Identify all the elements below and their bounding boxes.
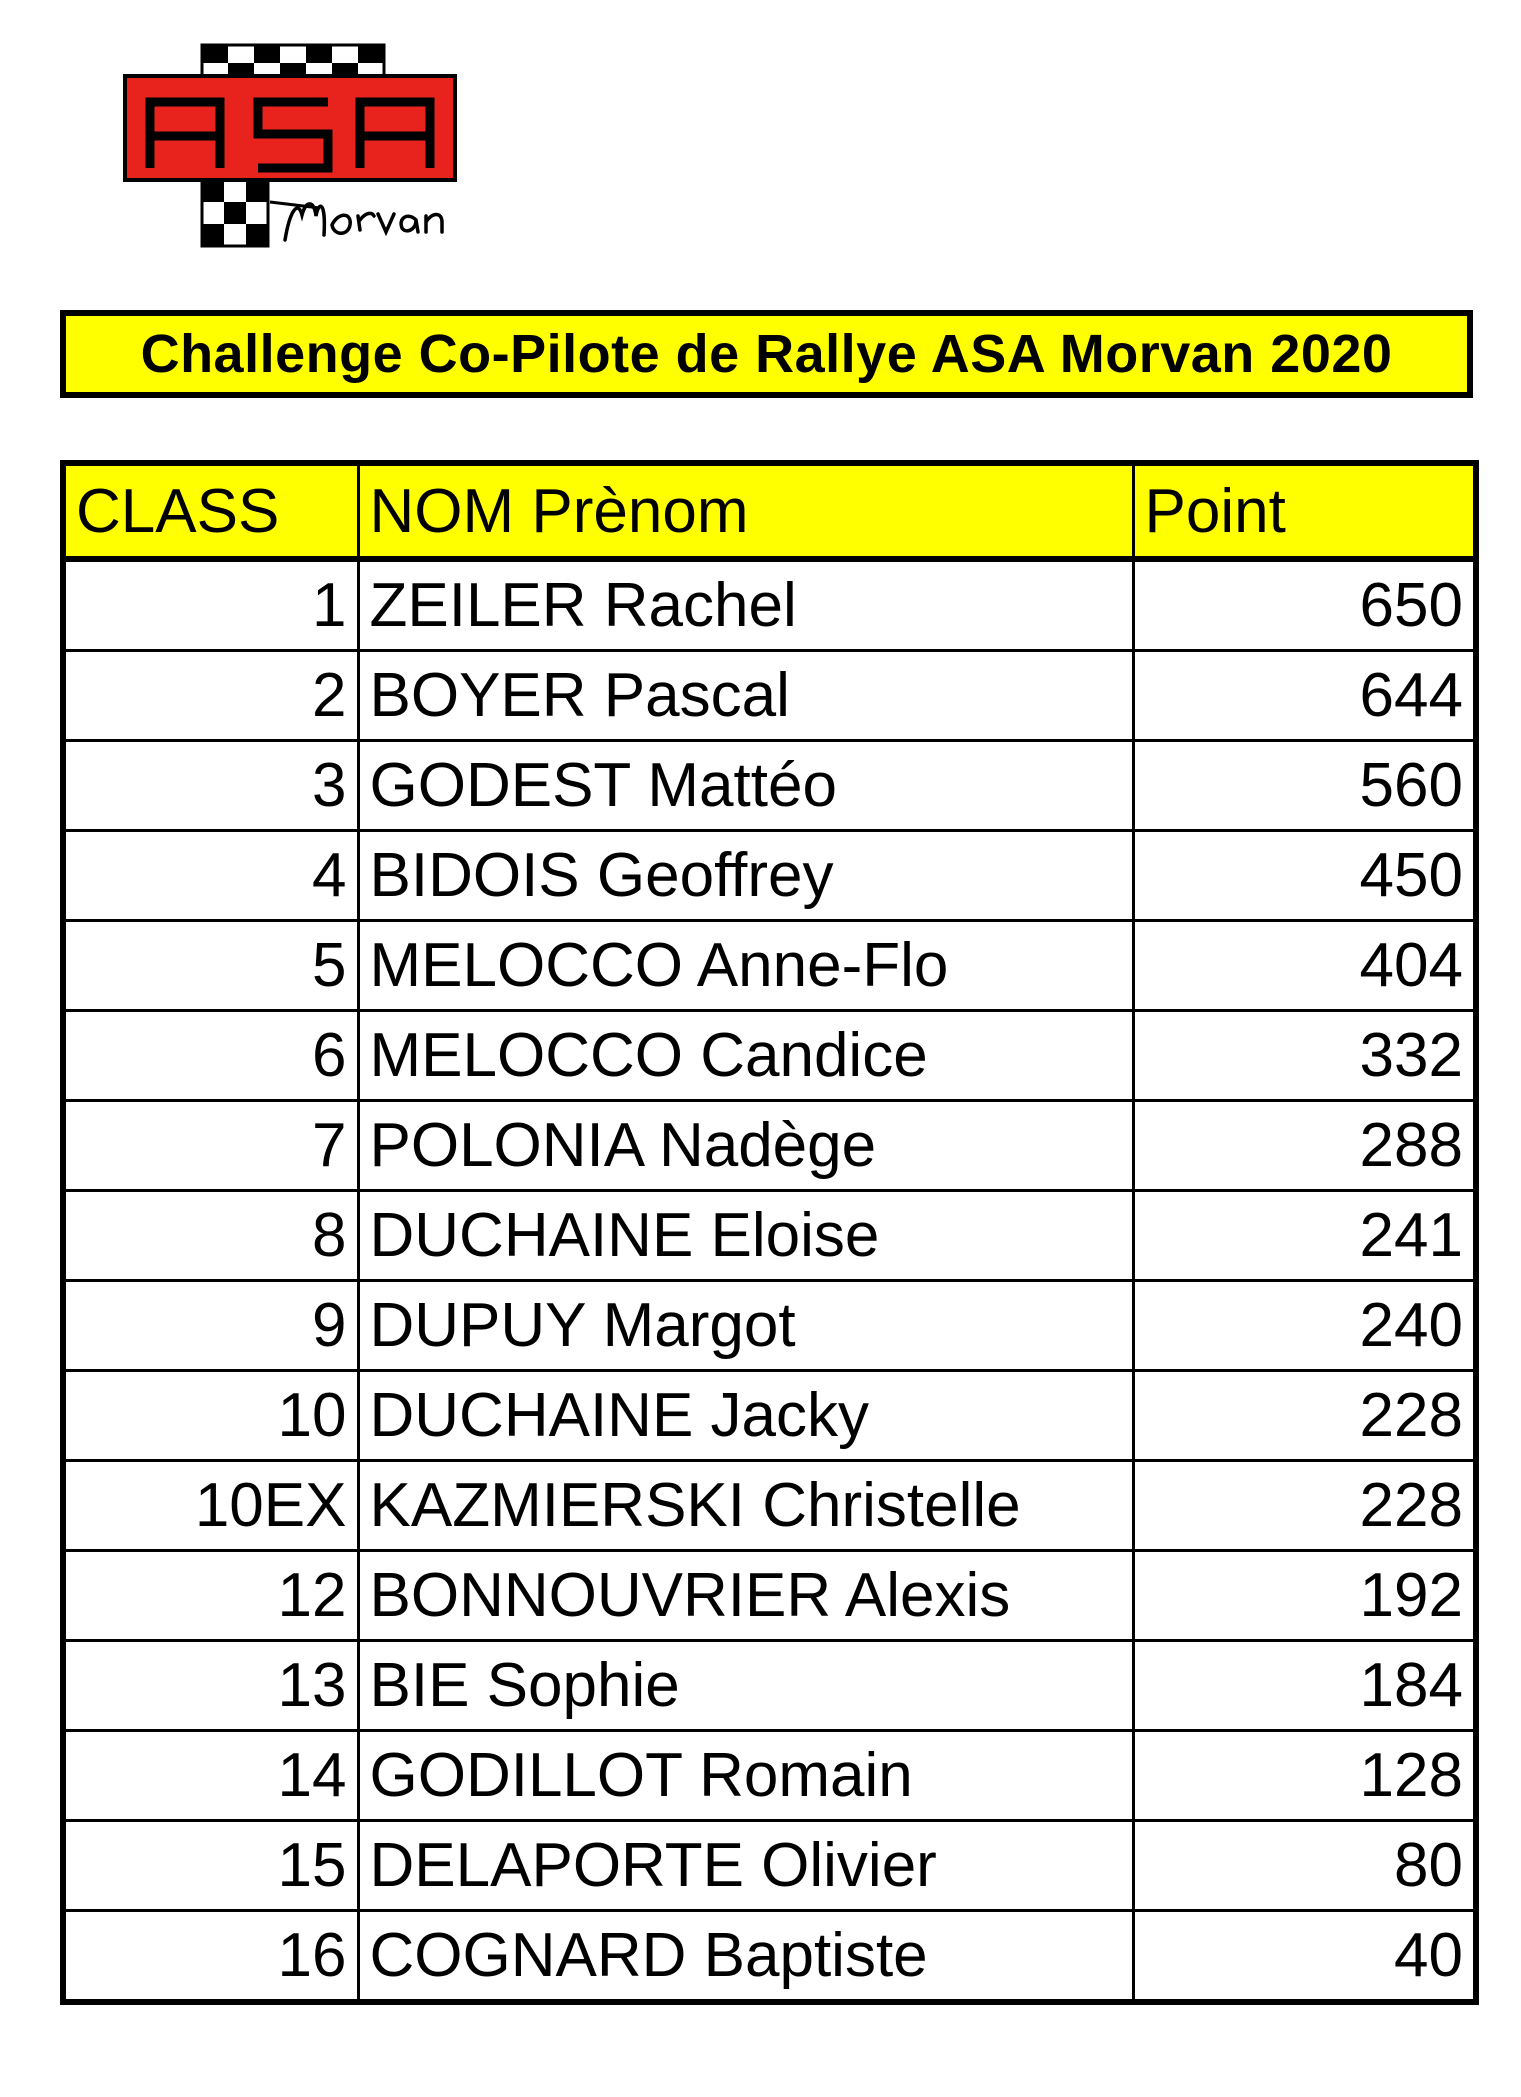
class-cell: 15 [63,1821,358,1911]
name-cell: MELOCCO Anne-Flo [358,921,1133,1011]
name-cell: GODEST Mattéo [358,741,1133,831]
name-cell: POLONIA Nadège [358,1101,1133,1191]
table-row [63,651,1476,741]
name-cell: MELOCCO Candice [358,1011,1133,1101]
point-cell: 40 [1133,1911,1476,2003]
name-cell: BONNOUVRIER Alexis [358,1551,1133,1641]
table-row [63,1191,1476,1281]
point-cell: 228 [1133,1371,1476,1461]
class-cell: 1 [63,559,358,651]
class-cell: 9 [63,1281,358,1371]
table-header-row [63,463,1476,559]
logo-morvan-script [285,204,442,240]
point-cell: 228 [1133,1461,1476,1551]
name-cell: DUCHAINE Eloise [358,1191,1133,1281]
name-cell: ZEILER Rachel [358,559,1133,651]
point-cell: 240 [1133,1281,1476,1371]
asa-morvan-logo [120,40,480,260]
class-cell: 12 [63,1551,358,1641]
name-cell: BOYER Pascal [358,651,1133,741]
page-title: Challenge Co-Pilote de Rallye ASA Morvan 2020 [60,310,1473,398]
table-row [63,1551,1476,1641]
checkered-flag-bottom [202,180,268,246]
table-row [63,559,1476,651]
class-cell: 5 [63,921,358,1011]
name-cell: BIDOIS Geoffrey [358,831,1133,921]
header-name: NOM Prènom [358,463,1133,559]
class-cell: 10EX [63,1461,358,1551]
header-point: Point [1133,463,1476,559]
table-row [63,1371,1476,1461]
point-cell: 560 [1133,741,1476,831]
class-cell: 7 [63,1101,358,1191]
point-cell: 192 [1133,1551,1476,1641]
class-cell: 16 [63,1911,358,2003]
table-row [63,921,1476,1011]
ranking-table [60,460,1479,2005]
point-cell: 332 [1133,1011,1476,1101]
name-cell: GODILLOT Romain [358,1731,1133,1821]
class-cell: 13 [63,1641,358,1731]
header-class: CLASS [63,463,358,559]
point-cell: 650 [1133,559,1476,651]
table-row [63,831,1476,921]
point-cell: 128 [1133,1731,1476,1821]
class-cell: 3 [63,741,358,831]
class-cell: 6 [63,1011,358,1101]
point-cell: 404 [1133,921,1476,1011]
table-row [63,1641,1476,1731]
table-row [63,1821,1476,1911]
name-cell: DUCHAINE Jacky [358,1371,1133,1461]
point-cell: 450 [1133,831,1476,921]
table-row [63,1461,1476,1551]
class-cell: 4 [63,831,358,921]
table-row [63,1911,1476,2003]
class-cell: 8 [63,1191,358,1281]
name-cell: DUPUY Margot [358,1281,1133,1371]
table-row [63,1101,1476,1191]
class-cell: 2 [63,651,358,741]
table-row [63,1731,1476,1821]
point-cell: 184 [1133,1641,1476,1731]
class-cell: 10 [63,1371,358,1461]
name-cell: DELAPORTE Olivier [358,1821,1133,1911]
point-cell: 241 [1133,1191,1476,1281]
table-row [63,741,1476,831]
name-cell: KAZMIERSKI Christelle [358,1461,1133,1551]
table-row [63,1281,1476,1371]
point-cell: 80 [1133,1821,1476,1911]
class-cell: 14 [63,1731,358,1821]
point-cell: 644 [1133,651,1476,741]
table-row [63,1011,1476,1101]
name-cell: BIE Sophie [358,1641,1133,1731]
name-cell: COGNARD Baptiste [358,1911,1133,2003]
point-cell: 288 [1133,1101,1476,1191]
